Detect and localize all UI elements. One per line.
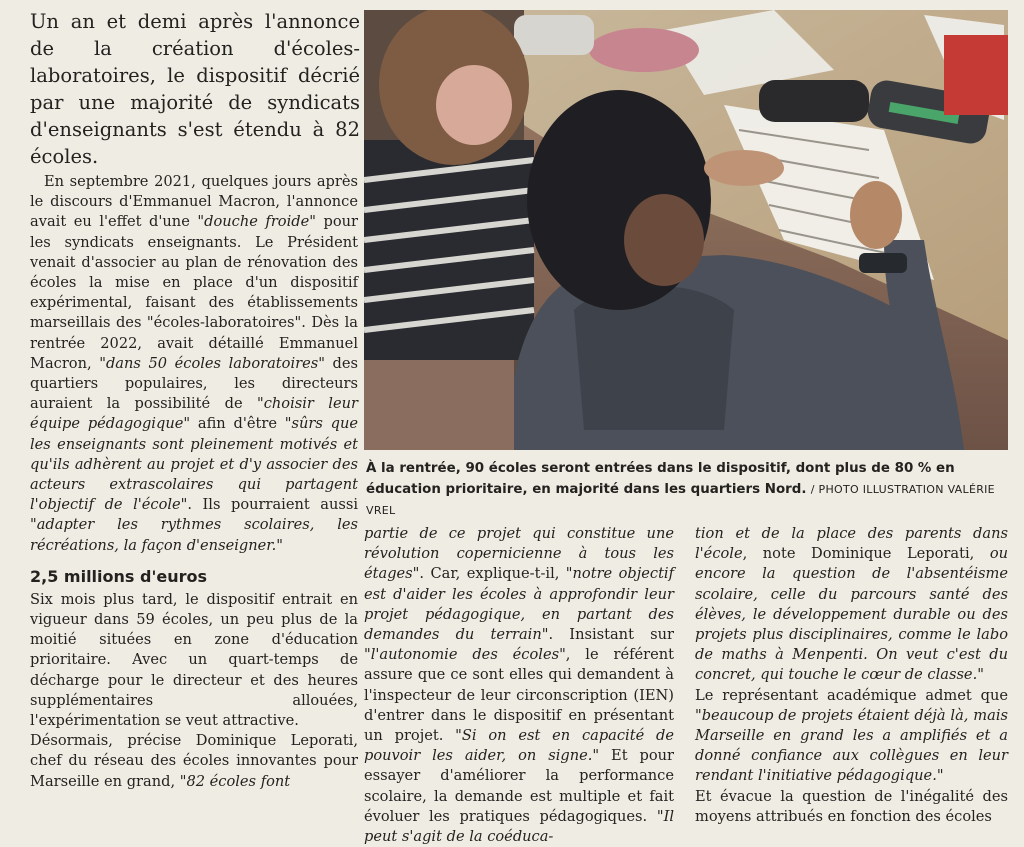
section-subheading: 2,5 millions d'euros bbox=[30, 566, 207, 586]
paragraph: En septembre 2021, quelques jours après le discours d'Emmanuel Macron, l'annonce avait eu l'effet d'une "douche froide" pour les syndicats enseignants. Le Président venait d'associer au plan de rénovation des écoles la mise en place d'un dispositif expérimental, faisant des établissements marseillais des "écoles-laboratoires". Dès la rentrée 2022, avait détaillé Emmanuel Macron, "dans 50 écoles laboratoires" des quartiers populaires, les directeurs auraient la possibilité de "choisir leur équipe pédagogique" afin d'être "sûrs que les enseignants sont pleinement motivés et qu'ils adhèrent au projet et d'y associer des acteurs extrascolaires qui partagent l'objectif de l'école". Ils pourraient aussi "adapter les rythmes scolaires, les récréations, la façon d'enseigner." bbox=[30, 173, 359, 554]
paragraph: Le représentant académique admet que "beaucoup de projets étaient déjà là, mais Marseille en grand les a amplifiés et a donné confiance aux collègues en leur rendant l'initiative pédagogique." bbox=[695, 686, 1008, 785]
article-lede: Un an et demi après l'annonce de la création d'écoles-laboratoires, le dispositif décrié par une majorité de syndicats d'enseignants s'est étendu à 82 écoles. bbox=[30, 10, 360, 168]
paragraph: Et évacue la question de l'inégalité des moyens attribués en fonction des écoles bbox=[695, 787, 1008, 825]
article-photo bbox=[364, 10, 1008, 450]
paragraph: Six mois plus tard, le dispositif entrait en vigueur dans 59 écoles, un peu plus de la moitié situées en zone d'éducation prioritaire. Avec un quart-temps de décharge pour le directeur et des heures supplémentaires allouées, l'expérimentation se veut attractive. bbox=[30, 590, 358, 730]
paragraph: partie de ce projet qui constitue une révolution copernicienne à tous les étages". Car, explique-t-il, "notre objectif est d'aider les écoles à approfondir leur projet pédagogique, en partant des demandes du terrain". Insistant sur "l'autonomie des écoles", le référent assure que ce sont elles qui demandent à l'inspecteur de leur circonscription (IEN) d'entrer dans le dispositif en présentant un projet. "Si on est en capacité de pouvoir les aider, on signe." Et pour essayer d'améliorer la performance scolaire, la demande est multiple et fait évoluer les pratiques pédagogiques. "Il peut s'agit de la coéduca- bbox=[364, 525, 675, 846]
article-column-2 bbox=[364, 524, 674, 847]
article-column-3 bbox=[695, 524, 1008, 827]
photo-caption bbox=[366, 458, 1006, 521]
paragraph: tion et de la place des parents dans l'école, note Dominique Leporati, ou encore la question de l'absentéisme scolaire, celle du parcours santé des élèves, le développement durable ou des projets plus disciplinaires, comme le labo de maths à Menpenti. On veut c'est du concret, qui touche le cœur de classe." bbox=[695, 525, 1008, 684]
photo-credit: / PHOTO ILLUSTRATION VALÉRIE VREL bbox=[366, 483, 995, 517]
article-column-1 bbox=[30, 172, 358, 792]
paragraph: Désormais, précise Dominique Leporati, chef du réseau des écoles innovantes pour Marseille en grand, "82 écoles font bbox=[30, 732, 358, 790]
caption-text: À la rentrée, 90 écoles seront entrées dans le dispositif, dont plus de 80 % en éducation prioritaire, en majorité dans les quartiers Nord. bbox=[366, 461, 955, 497]
classroom-photo bbox=[364, 10, 1008, 450]
